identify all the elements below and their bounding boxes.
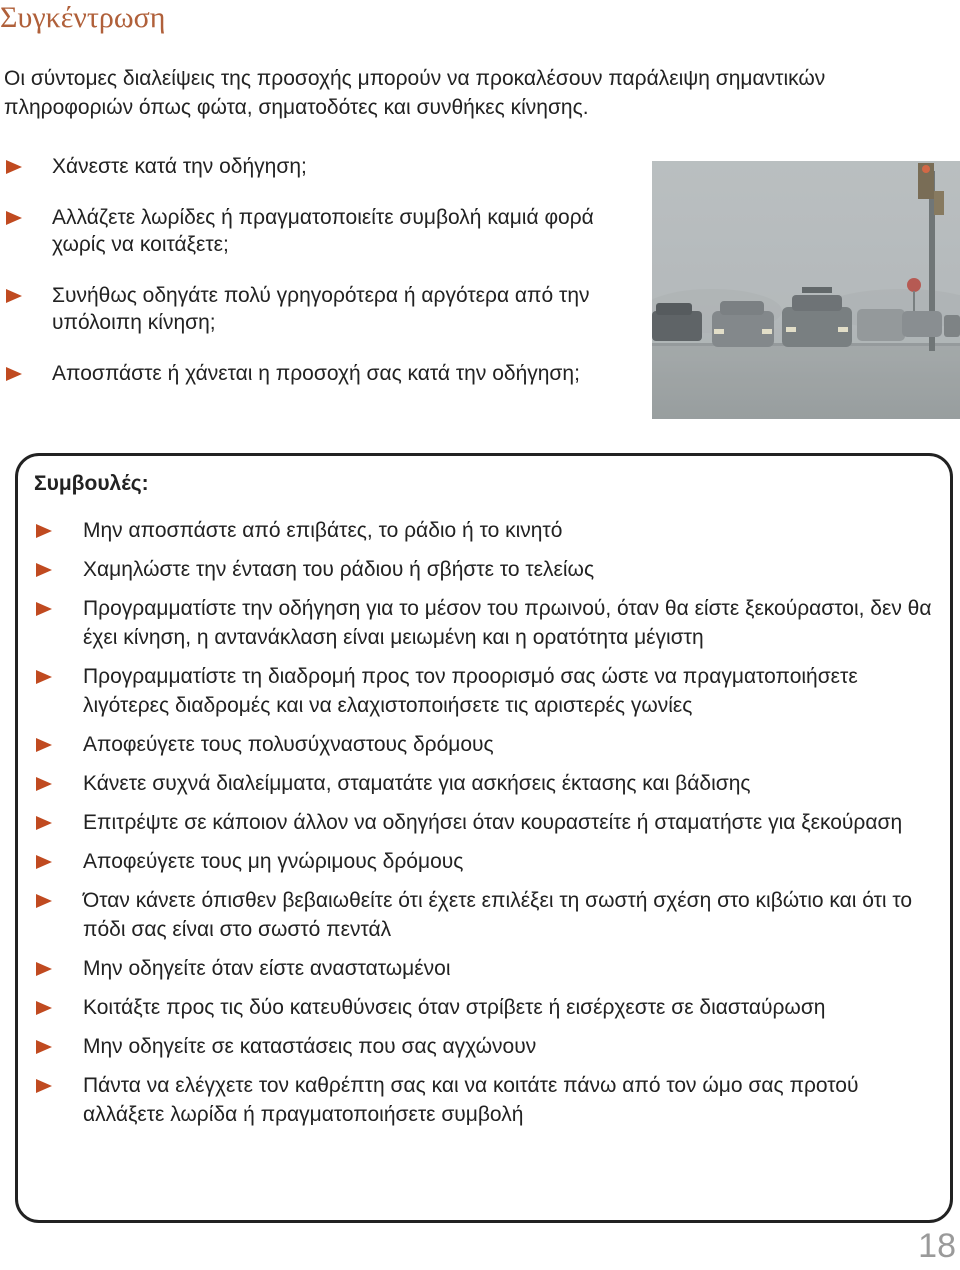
tip-text: Αποφεύγετε τους πολυσύχναστους δρόμους (83, 733, 494, 756)
list-item (34, 516, 934, 545)
list-item (34, 662, 934, 720)
arrow-bullet-icon (36, 777, 52, 791)
tip-text: Μην οδηγείτε σε καταστάσεις που σας αγχώνουν (83, 1035, 537, 1058)
foggy-traffic-photo (652, 161, 960, 419)
list-item (34, 769, 934, 798)
tip-text: Μην οδηγείτε όταν είστε αναστατωμένοι (83, 957, 451, 980)
arrow-bullet-icon (6, 289, 22, 303)
question-text: Χάνεστε κατά την οδήγηση; (52, 155, 307, 178)
tip-text: Προγραμματίστε τη διαδρομή προς τον προορισμό σας ώστε να πραγματοποιήσετε λιγότερες διαδρομές και να ελαχιστοποιήσετε τις αριστερές γωνίες (83, 665, 858, 717)
arrow-bullet-icon (36, 816, 52, 830)
tip-text: Κάνετε συχνά διαλείμματα, σταματάτε για ασκήσεις έκτασης και βάδισης (83, 772, 751, 795)
tip-text: Μην αποσπάστε από επιβάτες, το ράδιο ή το κινητό (83, 519, 563, 542)
tip-text: Χαμηλώστε την ένταση του ράδιου ή σβήστε το τελείως (83, 558, 595, 581)
arrow-bullet-icon (36, 738, 52, 752)
arrow-bullet-icon (36, 602, 52, 616)
list-item (34, 993, 934, 1022)
page-number: 18 (918, 1227, 956, 1265)
list-item (34, 1032, 934, 1061)
question-list (4, 153, 634, 387)
list-item (34, 594, 934, 652)
list-item (4, 282, 634, 336)
list-item (34, 808, 934, 837)
arrow-bullet-icon (36, 855, 52, 869)
list-item (34, 886, 934, 944)
page-title: Συγκέντρωση (0, 1, 166, 34)
list-item (34, 1071, 934, 1129)
arrow-bullet-icon (36, 670, 52, 684)
list-item (34, 555, 934, 584)
arrow-bullet-icon (6, 367, 22, 381)
list-item (4, 204, 634, 258)
tip-text: Όταν κάνετε όπισθεν βεβαιωθείτε ότι έχετε επιλέξει τη σωστή σχέση στο κιβώτιο και ότι το πόδι σας είναι στο σωστό πεντάλ (83, 889, 913, 941)
arrow-bullet-icon (36, 1040, 52, 1054)
tips-list (34, 516, 934, 1129)
list-item (34, 730, 934, 759)
tip-text: Επιτρέψτε σε κάποιον άλλον να οδηγήσει όταν κουραστείτε ή σταματήστε για ξεκούραση (83, 811, 903, 834)
list-item (34, 954, 934, 983)
arrow-bullet-icon (36, 962, 52, 976)
tips-title: Συμβουλές: (34, 472, 149, 495)
question-text: Αλλάζετε λωρίδες ή πραγματοποιείτε συμβολή καμιά φορά χωρίς να κοιτάξετε; (52, 206, 594, 256)
arrow-bullet-icon (36, 563, 52, 577)
tip-text: Προγραμματίστε την οδήγηση για το μέσον του πρωινού, όταν θα είστε ξεκούραστοι, δεν θα έχει κίνηση, η αντανάκλαση είναι μειωμένη και η ορατότητα μέγιστη (83, 597, 932, 649)
arrow-bullet-icon (36, 1079, 52, 1093)
tip-text: Κοιτάξτε προς τις δύο κατευθύνσεις όταν στρίβετε ή εισέρχεστε σε διασταύρωση (83, 996, 826, 1019)
arrow-bullet-icon (36, 524, 52, 538)
intro-paragraph: Οι σύντομες διαλείψεις της προσοχής μπορούν να προκαλέσουν παράλειψη σημαντικών πληροφοριών όπως φώτα, σηματοδότες και συνθήκες κίνησης. (4, 67, 826, 119)
question-text: Συνήθως οδηγάτε πολύ γρηγορότερα ή αργότερα από την υπόλοιπη κίνηση; (52, 284, 590, 334)
list-item (4, 360, 634, 387)
tip-text: Πάντα να ελέγχετε τον καθρέπτη σας και να κοιτάτε πάνω από τον ώμο σας προτού αλλάξετε λωρίδα ή πραγματοποιήσετε συμβολή (83, 1074, 859, 1126)
list-item (34, 847, 934, 876)
arrow-bullet-icon (6, 160, 22, 174)
arrow-bullet-icon (36, 894, 52, 908)
arrow-bullet-icon (6, 211, 22, 225)
tips-box (15, 453, 953, 1223)
list-item (4, 153, 634, 180)
question-text: Αποσπάστε ή χάνεται η προσοχή σας κατά την οδήγηση; (52, 362, 580, 385)
arrow-bullet-icon (36, 1001, 52, 1015)
tip-text: Αποφεύγετε τους μη γνώριμους δρόμους (83, 850, 464, 873)
